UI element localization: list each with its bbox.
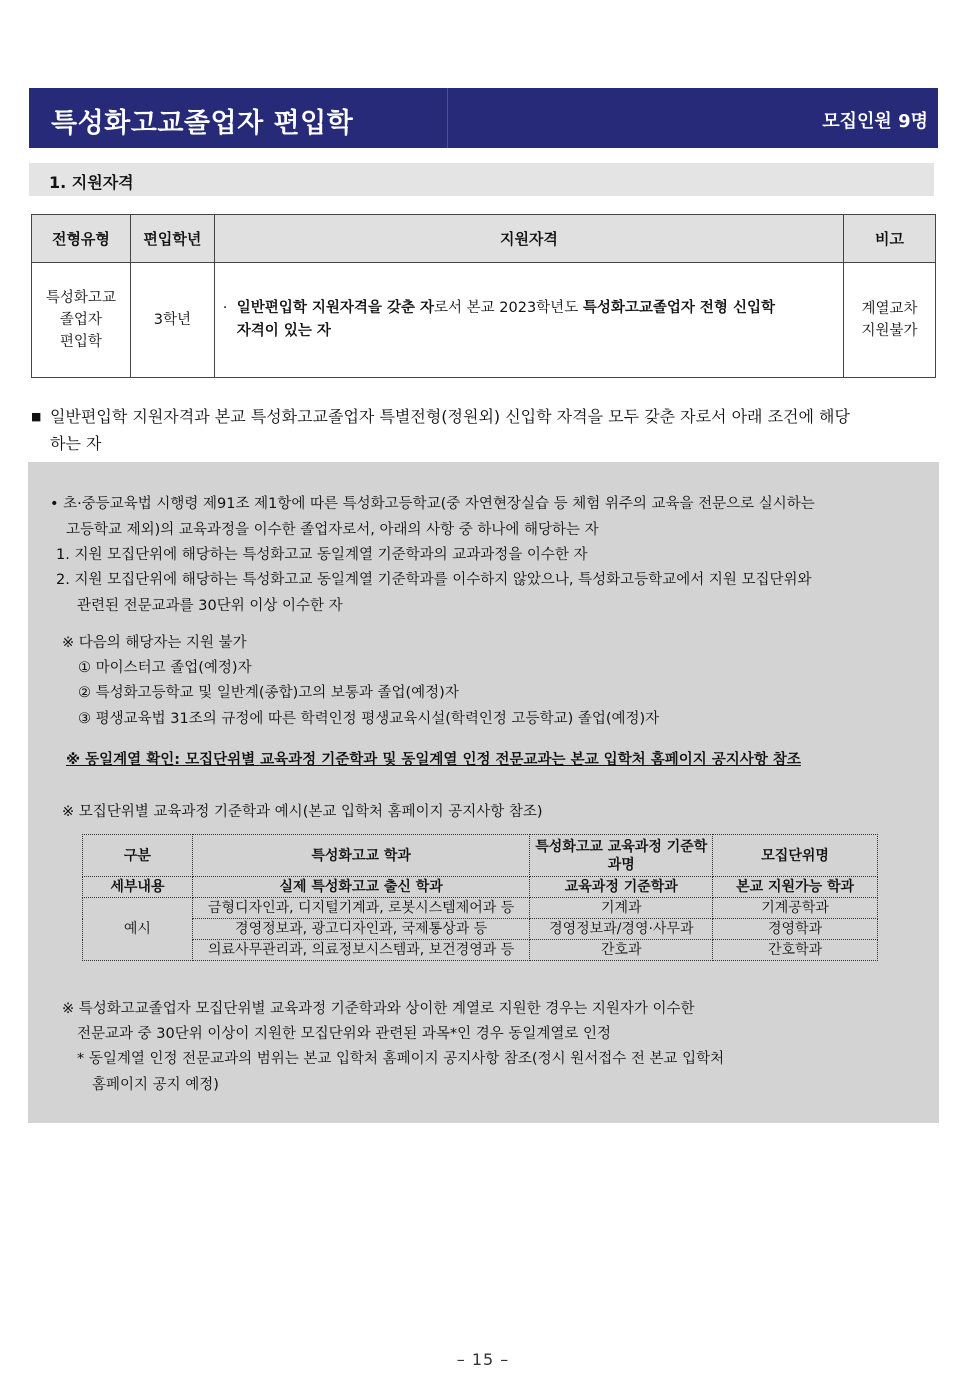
column-header: 편입학년 — [130, 215, 214, 263]
admission-type-cell — [32, 263, 131, 378]
table-cell: 기계공학과 — [713, 898, 878, 919]
column-subheader: 실제 특성화고교 출신 학과 — [192, 877, 530, 898]
column-subheader: 본교 지원가능 학과 — [713, 877, 878, 898]
table-row — [83, 919, 878, 940]
note-line: 지원불가 — [861, 323, 918, 339]
type-line: 졸업자 — [59, 312, 102, 328]
table-header-row — [32, 215, 936, 263]
exclusion-title: ※ 다음의 해당자는 지원 불가 — [62, 635, 247, 651]
type-line: 특성화고교 — [45, 290, 116, 306]
table-cell: 간호학과 — [713, 940, 878, 961]
note-cell — [844, 263, 936, 378]
table-cell: 기계과 — [530, 898, 713, 919]
column-subheader: 세부내용 — [83, 877, 193, 898]
example-title: ※ 모집단위별 교육과정 기준학과 예시(본교 입학처 홈페이지 공지사항 참조) — [62, 804, 543, 820]
detail-bullet-cont: 고등학교 제외)의 교육과정을 이수한 졸업자로서, 아래의 사항 중 하나에 해당하는 자 — [66, 522, 599, 538]
detail-item-1: 1. 지원 모집단위에 해당하는 특성화고교 동일계열 기준학과의 교과과정을 이수한 자 — [56, 547, 588, 563]
table-row — [83, 898, 878, 919]
row-label: 예시 — [83, 898, 193, 961]
column-header: 전형유형 — [32, 215, 131, 263]
footnote-2: * 동일계열 인정 전문교과의 범위는 본교 입학처 홈페이지 공지사항 참조(정시 원서접수 전 본교 입학처 — [77, 1051, 725, 1067]
quota-label: 모집인원 9명 — [822, 111, 928, 132]
section-title: 1. 지원자격 — [49, 173, 134, 192]
note-line: 계열교차 — [861, 301, 918, 317]
requirement-text: 로서 본교 2023학년도 — [434, 300, 583, 316]
footnote-2-cont: 홈페이지 공지 예정) — [92, 1077, 219, 1093]
footnote-1-cont: 전문교과 중 30단위 이상이 지원한 모집단위와 관련된 과목*인 경우 동일계열로 인정 — [77, 1026, 612, 1042]
grade-cell: 3학년 — [130, 263, 214, 378]
table-cell: 경영학과 — [713, 919, 878, 940]
page-banner — [29, 88, 938, 148]
exclusion-item: ② 특성화고등학교 및 일반계(종합)고의 보통과 졸업(예정)자 — [78, 685, 459, 701]
table-header-row — [83, 835, 878, 877]
exclusion-item: ① 마이스터고 졸업(예정)자 — [78, 660, 252, 676]
bullet: · — [222, 300, 228, 316]
requirement-cell — [214, 263, 843, 378]
column-header: 구분 — [83, 835, 193, 877]
footnote-1: ※ 특성화고교졸업자 모집단위별 교육과정 기준학과와 상이한 계열로 지원한 경우는 지원자가 이수한 — [62, 1001, 695, 1017]
square-bullet-icon: ■ — [31, 410, 42, 423]
table-cell: 의료사무관리과, 의료정보시스템과, 보건경영과 등 — [192, 940, 530, 961]
table-row — [83, 940, 878, 961]
table-cell: 경영정보과, 광고디자인과, 국제통상과 등 — [192, 919, 530, 940]
table-subheader-row — [83, 877, 878, 898]
column-subheader: 교육과정 기준학과 — [530, 877, 713, 898]
banner-divider — [447, 88, 448, 148]
page-title: 특성화고교졸업자 편입학 — [51, 108, 354, 139]
detail-bullet: • 초·중등교육법 시행령 제91조 제1항에 따른 특성화고등학교(중 자연현장실습 등 체험 위주의 교육을 전문으로 실시하는 — [50, 496, 815, 512]
exclusion-item: ③ 평생교육법 31조의 규정에 따른 학력인정 평생교육시설(학력인정 고등학교) 졸업(예정)자 — [78, 711, 660, 727]
column-header: 특성화고교 학과 — [192, 835, 530, 877]
table-row — [32, 263, 936, 378]
column-header: 비고 — [844, 215, 936, 263]
main-condition-line: 하는 자 — [50, 434, 102, 453]
column-header: 지원자격 — [214, 215, 843, 263]
qualification-table — [31, 214, 936, 378]
column-header: 특성화고교 교육과정 기준학과명 — [530, 835, 713, 877]
table-cell: 경영정보과/경영·사무과 — [530, 919, 713, 940]
column-header: 모집단위명 — [713, 835, 878, 877]
requirement-bold-3: 자격이 있는 자 — [236, 323, 331, 339]
page-number: – 15 – — [456, 1350, 510, 1369]
detail-item-2-cont: 관련된 전문교과를 30단위 이상 이수한 자 — [77, 598, 343, 614]
type-line: 편입학 — [59, 334, 102, 350]
main-condition-line: 일반편입학 지원자격과 본교 특성화고교졸업자 특별전형(정원외) 신입학 자격을 모두 갖춘 자로서 아래 조건에 해당 — [50, 407, 850, 426]
requirement-bold-1: 일반편입학 지원자격을 갖춘 자 — [236, 300, 435, 316]
detail-item-2: 2. 지원 모집단위에 해당하는 특성화고교 동일계열 기준학과를 이수하지 않았으나, 특성화고등학교에서 지원 모집단위와 — [56, 572, 812, 588]
requirement-bold-2: 특성화고교졸업자 전형 신입학 — [582, 300, 775, 316]
section-header — [29, 163, 934, 196]
example-table — [82, 834, 878, 961]
main-condition — [31, 403, 921, 457]
table-cell: 간호과 — [530, 940, 713, 961]
same-field-confirm-note: ※ 동일계열 확인: 모집단위별 교육과정 기준학과 및 동일계열 인정 전문교과는 본교 입학처 홈페이지 공지사항 참조 — [66, 752, 801, 768]
table-cell: 금형디자인과, 디지털기계과, 로봇시스템제어과 등 — [192, 898, 530, 919]
